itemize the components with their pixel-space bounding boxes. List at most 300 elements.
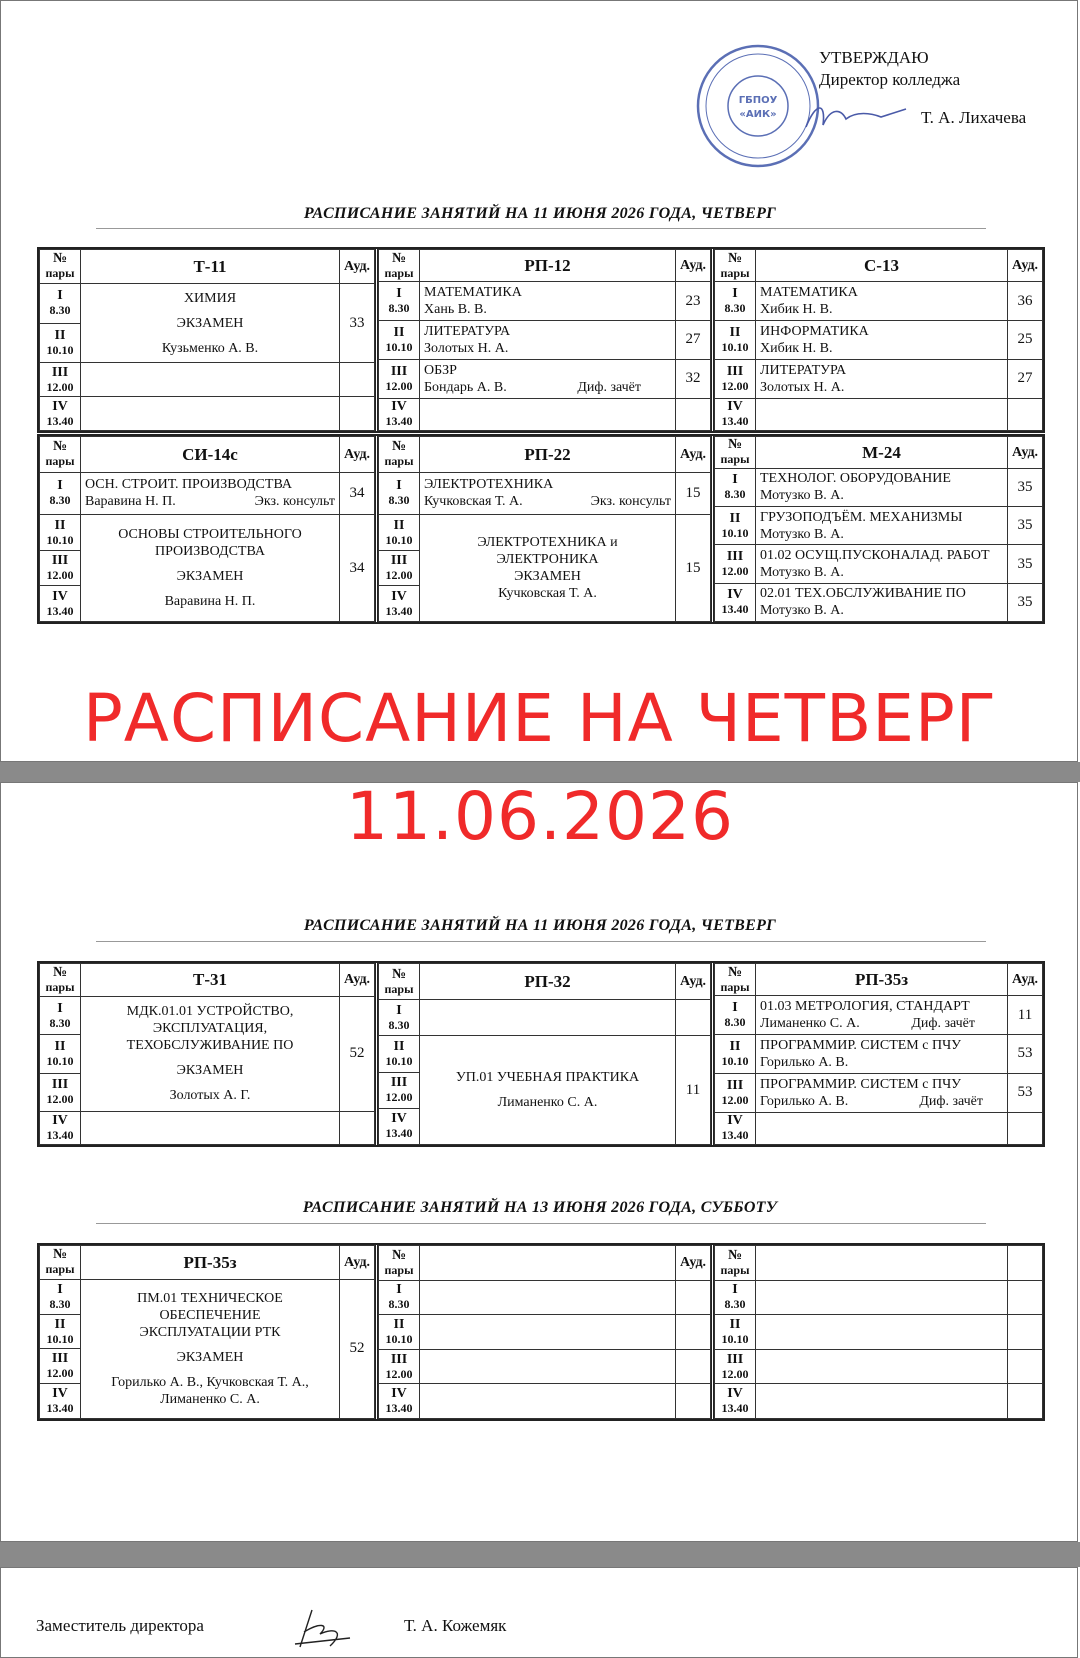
cell-text: I (732, 472, 738, 488)
table-cell: 15 (676, 472, 711, 515)
cell-text: 02.01 ТЕХ.ОБСЛУЖИВАНИЕ ПО (760, 586, 966, 602)
table-row (715, 964, 1043, 996)
cell-text: 8.30 (388, 301, 410, 316)
table-row (715, 996, 1043, 1035)
table-cell: 36 (1008, 282, 1043, 321)
schedule-table (39, 436, 375, 622)
deputy-signature-icon (290, 1602, 360, 1652)
cell-text: 10.10 (721, 1053, 749, 1068)
table-cell (379, 1000, 420, 1036)
cell-text: ЭЛЕКТРОТЕХНИКА (424, 477, 554, 493)
table-cell (379, 515, 420, 551)
table-cell (715, 545, 756, 583)
table-cell (715, 321, 756, 360)
cell-text: IV (391, 399, 407, 415)
table-cell (420, 1315, 676, 1350)
title-rule (96, 1223, 986, 1224)
table-cell (379, 398, 420, 430)
table-cell: 23 (676, 282, 711, 321)
cell-text: ОСНОВЫ СТРОИТЕЛЬНОГО (118, 527, 302, 543)
cell-text: ОБЕСПЕЧЕНИЕ (159, 1307, 261, 1323)
table-cell: 11 (676, 1036, 711, 1145)
table-cell (40, 1246, 81, 1280)
cell-text: 13.40 (721, 414, 749, 429)
title-rule (96, 228, 986, 229)
cell-text: МДК.01.01 УСТРОЙСТВО, (126, 1004, 294, 1020)
cell-text: Лиманенко С. А. (760, 1016, 860, 1032)
table-cell (420, 1384, 676, 1419)
table-cell (379, 1036, 420, 1072)
table-row (715, 321, 1043, 360)
table-row (40, 397, 375, 431)
schedule-block-2 (37, 434, 1045, 624)
cell-text: 8.30 (724, 1015, 746, 1030)
cell-text: I (396, 1282, 402, 1298)
table-cell: РП-35з (81, 1246, 340, 1280)
table-cell (756, 359, 1008, 398)
schedule-table (39, 963, 375, 1145)
table-cell: Ауд. (340, 437, 375, 473)
cell-text: 13.40 (385, 414, 413, 429)
cell-text: 8.30 (49, 1296, 71, 1311)
table-cell (40, 363, 81, 397)
table-cell: 15 (676, 515, 711, 622)
cell-text: № (727, 437, 743, 453)
table-row (379, 359, 711, 398)
cell-text: 13.40 (46, 1401, 74, 1416)
table-cell (756, 1349, 1008, 1384)
cell-text: пары (45, 266, 75, 281)
table-row (40, 363, 375, 397)
table-row (715, 359, 1043, 398)
page-gap (0, 1542, 1080, 1567)
cell-text: II (54, 1038, 66, 1054)
schedule-sheet-2 (0, 782, 1078, 1542)
table-row (40, 283, 375, 323)
cell-text: 8.30 (724, 487, 746, 502)
cell-text: ПРОИЗВОДСТВА (154, 544, 266, 560)
table-cell: 27 (1008, 359, 1043, 398)
table-cell (379, 359, 420, 398)
table-cell: 33 (340, 283, 375, 362)
table-cell (81, 996, 340, 1111)
cell-text: Мотузко В. А. (760, 526, 844, 542)
cell-text: пары (45, 454, 75, 469)
cell-text: № (52, 439, 68, 455)
schedule-table (39, 1245, 375, 1419)
group-m24 (711, 436, 1043, 622)
cell-text: № (52, 251, 68, 267)
table-cell (420, 359, 676, 398)
cell-text: II (54, 327, 66, 343)
table-cell (756, 583, 1008, 621)
table-cell (676, 1315, 711, 1350)
table-cell (1008, 1349, 1043, 1384)
cell-text: № (727, 250, 743, 266)
table-cell: 52 (340, 1279, 375, 1418)
table-cell (756, 996, 1008, 1035)
table-cell: Ауд. (1008, 964, 1043, 996)
table-cell (81, 397, 340, 431)
cell-text: Лиманенко С. А. (160, 1391, 260, 1407)
group-si14 (39, 436, 375, 622)
schedule-title: РАСПИСАНИЕ ЗАНЯТИЙ НА 11 ИЮНЯ 2026 ГОДА, ЧЕТВЕРГ (303, 917, 777, 934)
cell-text: 12.00 (46, 379, 74, 394)
table-cell (756, 1073, 1008, 1112)
cell-text: IV (52, 588, 68, 604)
cell-text: 12.00 (721, 1092, 749, 1107)
cell-text: ТЕХОБСЛУЖИВАНИЕ ПО (126, 1038, 294, 1054)
table-row (40, 1112, 375, 1145)
table-cell (1008, 1246, 1043, 1281)
cell-text: IV (52, 1113, 68, 1129)
cell-text: пары (45, 1262, 75, 1277)
cell-text: I (57, 1000, 63, 1016)
cell-text: III (51, 364, 69, 380)
table-cell (379, 282, 420, 321)
table-cell: Ауд. (1008, 437, 1043, 469)
schedule-table (378, 249, 711, 431)
cell-text: 13.40 (385, 1401, 413, 1416)
table-cell (40, 1314, 81, 1349)
table-row (40, 996, 375, 1034)
cell-text: № (52, 1247, 68, 1263)
table-cell (81, 472, 340, 515)
cell-text: № (727, 1247, 743, 1263)
table-cell: РП-35з (756, 964, 1008, 996)
cell-text: Хань В. В. (424, 302, 487, 318)
table-cell: 35 (1008, 545, 1043, 583)
cell-text: IV (727, 399, 743, 415)
table-row (379, 1384, 711, 1419)
cell-text: пары (720, 1262, 750, 1277)
table-cell: 35 (1008, 468, 1043, 506)
table-row (379, 1000, 711, 1036)
cell-text: Хибик Н. В. (760, 340, 833, 356)
table-cell (715, 437, 756, 469)
table-cell (379, 1349, 420, 1384)
table-cell: 27 (676, 321, 711, 360)
cell-text: ТЕХНОЛОГ. ОБОРУДОВАНИЕ (760, 471, 951, 487)
table-cell: Ауд. (340, 964, 375, 997)
svg-text:ГБПОУ: ГБПОУ (738, 95, 778, 106)
cell-text: № (391, 966, 407, 982)
cell-text: ПРОГРАММИР. СИСТЕМ с ПЧУ (760, 1037, 962, 1053)
table-cell (676, 1349, 711, 1384)
cell-text: Варавина Н. П. (164, 594, 256, 610)
table-cell (420, 398, 676, 430)
table-row (715, 1315, 1043, 1350)
table-cell: 52 (340, 996, 375, 1111)
cell-text: пары (384, 454, 414, 469)
table-cell (756, 1315, 1008, 1350)
cell-text: 8.30 (724, 301, 746, 316)
cell-text: 12.00 (46, 568, 74, 583)
table-cell (379, 1246, 420, 1281)
cell-text: ЭКЗАМЕН (514, 569, 581, 585)
approval-name: Т. А. Лихачева (921, 108, 1027, 127)
table-cell (715, 996, 756, 1035)
cell-text: IV (727, 1386, 743, 1402)
schedule-block-4 (37, 1243, 1045, 1421)
table-cell (40, 397, 81, 431)
cell-text: Экз. консульт (254, 494, 335, 510)
group-rp32 (375, 963, 711, 1145)
table-cell (40, 323, 81, 363)
schedule-table (714, 963, 1043, 1145)
table-cell (420, 321, 676, 360)
cell-text: II (393, 1316, 405, 1332)
table-cell: 35 (1008, 583, 1043, 621)
table-cell (379, 472, 420, 515)
cell-text: ЭКСПЛУАТАЦИИ РТК (139, 1324, 281, 1340)
cell-text: № (727, 964, 743, 980)
table-cell: Ауд. (676, 964, 711, 1000)
cell-text: II (729, 324, 741, 340)
cell-text: 10.10 (721, 339, 749, 354)
schedule-title: РАСПИСАНИЕ ЗАНЯТИЙ НА 11 ИЮНЯ 2026 ГОДА, ЧЕТВЕРГ (303, 205, 777, 222)
cell-text: ХИМИЯ (183, 290, 237, 306)
cell-text: 10.10 (721, 525, 749, 540)
table-row (715, 398, 1043, 430)
table-cell (756, 1035, 1008, 1074)
table-cell (40, 283, 81, 323)
cell-text: III (726, 549, 744, 565)
cell-text: III (726, 363, 744, 379)
cell-text: ЭКЗАМЕН (176, 1349, 244, 1365)
cell-text: Лиманенко С. А. (497, 1095, 598, 1111)
cell-text: 8.30 (49, 1015, 71, 1030)
cell-text: 8.30 (49, 303, 71, 318)
cell-text: IV (391, 588, 407, 604)
cell-text: 12.00 (721, 378, 749, 393)
cell-text: Диф. зачёт (577, 379, 641, 395)
table-cell (756, 1384, 1008, 1419)
director-signature-icon (801, 97, 911, 137)
cell-text: ИНФОРМАТИКА (760, 323, 869, 339)
cell-text: Золотых А. Г. (169, 1088, 251, 1104)
table-row (379, 437, 711, 473)
table-cell (756, 398, 1008, 430)
cell-text: 8.30 (388, 1017, 410, 1032)
schedule-table (714, 249, 1043, 431)
cell-text: IV (52, 398, 68, 414)
table-cell (40, 250, 81, 284)
schedule-block-1 (37, 247, 1045, 433)
cell-text: IV (727, 1113, 743, 1129)
cell-text: II (729, 510, 741, 526)
table-row (715, 437, 1043, 469)
cell-text: 10.10 (385, 339, 413, 354)
table-cell (756, 282, 1008, 321)
table-cell (379, 1072, 420, 1108)
table-cell (340, 363, 375, 397)
banner-date: 11.06.2026 (346, 778, 734, 855)
group-rp35 (711, 963, 1043, 1145)
cell-text: 13.40 (46, 413, 74, 428)
table-cell (379, 1315, 420, 1350)
cell-text: 10.10 (385, 532, 413, 547)
table-row (715, 1112, 1043, 1144)
table-cell: 53 (1008, 1035, 1043, 1074)
table-cell (715, 1280, 756, 1315)
cell-text: IV (727, 587, 743, 603)
cell-text: I (396, 286, 402, 302)
table-row (40, 1246, 375, 1280)
cell-text: ЭЛЕКТРОТЕХНИКА и (477, 535, 618, 551)
table-cell (715, 282, 756, 321)
cell-text: 12.00 (385, 1366, 413, 1381)
cell-text: Хибик Н. В. (760, 302, 833, 318)
table-cell (715, 398, 756, 430)
cell-text: III (726, 1077, 744, 1093)
table-cell: Ауд. (676, 250, 711, 282)
table-row (379, 1246, 711, 1281)
table-cell (340, 1112, 375, 1145)
signature-sheet (0, 1567, 1078, 1658)
table-cell (81, 1279, 340, 1418)
table-cell (1008, 1112, 1043, 1144)
table-row (715, 1035, 1043, 1074)
cell-text: 13.40 (46, 1128, 74, 1143)
table-cell (756, 507, 1008, 545)
cell-text: Горилько А. В. (760, 1054, 849, 1070)
title-rule (96, 941, 986, 942)
cell-text: Золотых Н. А. (424, 340, 509, 356)
cell-text: 8.30 (388, 1297, 410, 1312)
cell-text: IV (391, 1111, 407, 1127)
table-cell (676, 398, 711, 430)
group-rp22 (375, 436, 711, 622)
table-row (715, 282, 1043, 321)
table-cell (715, 507, 756, 545)
cell-text: I (57, 478, 63, 494)
table-cell (1008, 1384, 1043, 1419)
table-cell (715, 583, 756, 621)
svg-text:«АИК»: «АИК» (739, 109, 777, 120)
cell-text: пары (384, 981, 414, 996)
cell-text: I (396, 478, 402, 494)
schedule-table (714, 436, 1043, 622)
cell-text: 10.10 (385, 1331, 413, 1346)
schedule-table (39, 249, 375, 431)
cell-text: ГРУЗОПОДЪЁМ. МЕХАНИЗМЫ (760, 509, 963, 525)
cell-text: Золотых Н. А. (760, 379, 845, 395)
table-cell (715, 1384, 756, 1419)
cell-text: Экз. консульт (590, 494, 671, 510)
table-cell (81, 1112, 340, 1145)
cell-text: 8.30 (724, 1297, 746, 1312)
cell-text: III (51, 1351, 69, 1367)
banner-title: РАСПИСАНИЕ НА ЧЕТВЕРГ (83, 680, 997, 757)
table-cell: Ауд. (340, 1246, 375, 1280)
cell-text: ЛИТЕРАТУРА (760, 362, 847, 378)
table-cell (40, 550, 81, 586)
deputy-position: Заместитель директора (36, 1616, 204, 1635)
schedule-title-saturday: РАСПИСАНИЕ ЗАНЯТИЙ НА 13 ИЮНЯ 2026 ГОДА, СУББОТУ (302, 1199, 778, 1216)
cell-text: 01.02 ОСУЩ.ПУСКОНАЛАД. РАБОТ (760, 548, 990, 564)
cell-text: I (57, 288, 63, 304)
table-cell (715, 1112, 756, 1144)
table-cell (420, 472, 676, 515)
cell-text: III (390, 1351, 408, 1367)
cell-text: 10.10 (46, 1331, 74, 1346)
table-cell: РП-32 (420, 964, 676, 1000)
cell-text: 10.10 (46, 342, 74, 357)
table-cell: Ауд. (340, 250, 375, 284)
group-empty-2 (711, 1245, 1043, 1419)
cell-text: I (396, 1002, 402, 1018)
table-cell (1008, 398, 1043, 430)
table-cell (379, 1108, 420, 1144)
schedule-block-3 (37, 961, 1045, 1147)
cell-text: III (51, 1077, 69, 1093)
cell-text: ЭКСПЛУАТАЦИЯ, (152, 1021, 268, 1037)
lesson-cell (81, 283, 340, 362)
group-s13 (711, 249, 1043, 431)
cell-text: II (54, 1316, 66, 1332)
cell-text: 12.00 (721, 1366, 749, 1381)
cell-text: Мотузко В. А. (760, 488, 844, 504)
cell-text: 13.40 (46, 603, 74, 618)
table-cell (756, 545, 1008, 583)
cell-text: II (393, 1038, 405, 1054)
group-t11 (39, 249, 375, 431)
cell-text: ЛИТЕРАТУРА (424, 323, 511, 339)
table-row (715, 545, 1043, 583)
table-cell (40, 1073, 81, 1111)
table-cell (420, 1000, 676, 1036)
cell-text: 12.00 (385, 568, 413, 583)
table-cell (715, 964, 756, 996)
cell-text: 8.30 (388, 493, 410, 508)
table-cell (756, 1112, 1008, 1144)
group-empty-1 (375, 1245, 711, 1419)
table-cell (715, 1073, 756, 1112)
table-cell (420, 282, 676, 321)
cell-text: пары (720, 979, 750, 994)
cell-text: 13.40 (385, 603, 413, 618)
table-row (715, 1246, 1043, 1281)
cell-text: 10.10 (385, 1053, 413, 1068)
table-cell (715, 1035, 756, 1074)
approval-block (819, 47, 1027, 127)
table-row (715, 1280, 1043, 1315)
schedule-table (378, 963, 711, 1145)
table-cell (40, 586, 81, 622)
table-cell: Т-31 (81, 964, 340, 997)
cell-text: пары (45, 979, 75, 994)
cell-text: пары (384, 265, 414, 280)
cell-text: УП.01 УЧЕБНАЯ ПРАКТИКА (455, 1070, 640, 1086)
group-t31 (39, 963, 375, 1145)
table-row (40, 250, 375, 284)
cell-text: 10.10 (721, 1331, 749, 1346)
cell-text: 13.40 (385, 1126, 413, 1141)
cell-text: 12.00 (46, 1092, 74, 1107)
table-cell (40, 437, 81, 473)
cell-text: 01.03 МЕТРОЛОГИЯ, СТАНДАРТ (760, 999, 970, 1015)
table-cell (715, 1349, 756, 1384)
table-row (379, 321, 711, 360)
table-cell (40, 1384, 81, 1419)
cell-text: 8.30 (49, 493, 71, 508)
cell-text: III (726, 1351, 744, 1367)
table-cell (756, 1246, 1008, 1281)
cell-text: № (52, 964, 68, 980)
table-row (715, 1384, 1043, 1419)
table-cell (756, 1280, 1008, 1315)
